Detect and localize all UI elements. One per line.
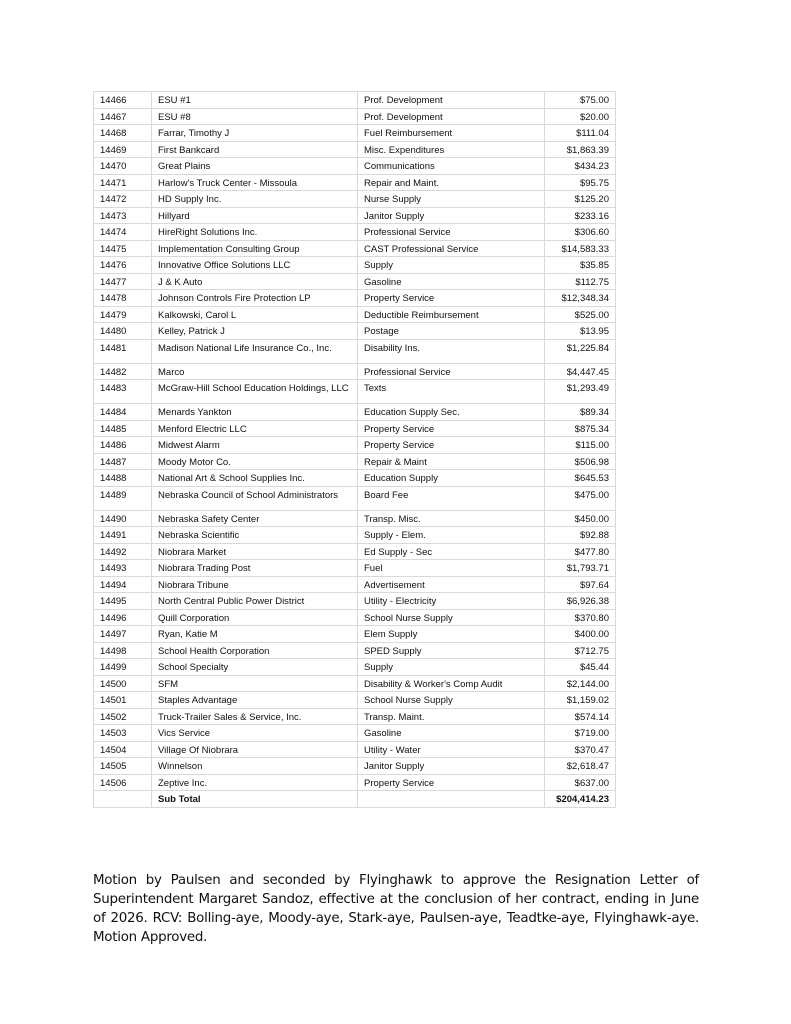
claim-amount: $97.64 [545,576,616,593]
table-row [94,174,616,191]
table-row [94,758,616,775]
claim-number: 14469 [94,141,152,158]
vendor-name: Harlow's Truck Center - Missoula [152,174,358,191]
vendor-name: ESU #1 [152,92,358,109]
claim-number: 14501 [94,692,152,709]
expense-description: School Nurse Supply [358,609,545,626]
vendor-name: Farrar, Timothy J [152,125,358,142]
expense-description: Repair and Maint. [358,174,545,191]
table-row [94,576,616,593]
claim-number: 14482 [94,363,152,380]
expense-description: Janitor Supply [358,758,545,775]
claims-table-body [94,92,616,808]
claim-amount: $306.60 [545,224,616,241]
table-row [94,659,616,676]
claim-number: 14487 [94,453,152,470]
table-row [94,543,616,560]
vendor-name: McGraw-Hill School Education Holdings, LLC [152,380,358,404]
claim-number: 14504 [94,741,152,758]
table-row [94,363,616,380]
claim-amount: $45.44 [545,659,616,676]
claim-number: 14490 [94,510,152,527]
expense-description: Transp. Misc. [358,510,545,527]
expense-description: Property Service [358,290,545,307]
table-row [94,510,616,527]
table-row [94,609,616,626]
expense-description: Education Supply [358,470,545,487]
claim-number: 14479 [94,306,152,323]
expense-description: Misc. Expenditures [358,141,545,158]
subtotal-empty-cell [94,791,152,808]
claim-number: 14475 [94,240,152,257]
table-row [94,593,616,610]
claim-amount: $2,144.00 [545,675,616,692]
vendor-name: Niobrara Tribune [152,576,358,593]
vendor-name: Marco [152,363,358,380]
table-row [94,257,616,274]
claim-number: 14506 [94,774,152,791]
expense-description: Elem Supply [358,626,545,643]
table-row [94,158,616,175]
table-row [94,470,616,487]
claim-number: 14500 [94,675,152,692]
claims-table [93,91,616,808]
vendor-name: Hillyard [152,207,358,224]
expense-description: Property Service [358,774,545,791]
vendor-name: Kelley, Patrick J [152,323,358,340]
claim-number: 14477 [94,273,152,290]
claim-amount: $115.00 [545,437,616,454]
expense-description: SPED Supply [358,642,545,659]
claim-amount: $475.00 [545,486,616,510]
claim-number: 14472 [94,191,152,208]
claim-amount: $1,293.49 [545,380,616,404]
expense-description: Property Service [358,420,545,437]
claim-amount: $35.85 [545,257,616,274]
vendor-name: Kalkowski, Carol L [152,306,358,323]
expense-description: Transp. Maint. [358,708,545,725]
claim-number: 14505 [94,758,152,775]
expense-description: Ed Supply - Sec [358,543,545,560]
claim-amount: $14,583.33 [545,240,616,257]
table-row [94,191,616,208]
claim-amount: $574.14 [545,708,616,725]
claim-amount: $4,447.45 [545,363,616,380]
claim-amount: $89.34 [545,404,616,421]
claim-number: 14467 [94,108,152,125]
vendor-name: School Specialty [152,659,358,676]
vendor-name: North Central Public Power District [152,593,358,610]
expense-description: Gasoline [358,273,545,290]
claim-amount: $1,225.84 [545,339,616,363]
claim-amount: $712.75 [545,642,616,659]
claim-number: 14476 [94,257,152,274]
table-row [94,774,616,791]
claim-amount: $112.75 [545,273,616,290]
vendor-name: Midwest Alarm [152,437,358,454]
table-row [94,108,616,125]
vendor-name: J & K Auto [152,273,358,290]
expense-description: Postage [358,323,545,340]
claim-number: 14484 [94,404,152,421]
table-row [94,306,616,323]
table-row [94,207,616,224]
expense-description: Property Service [358,437,545,454]
claim-amount: $637.00 [545,774,616,791]
claim-number: 14468 [94,125,152,142]
claim-amount: $477.80 [545,543,616,560]
vendor-name: SFM [152,675,358,692]
vendor-name: Quill Corporation [152,609,358,626]
vendor-name: Winnelson [152,758,358,775]
vendor-name: HireRight Solutions Inc. [152,224,358,241]
table-row [94,486,616,510]
vendor-name: School Health Corporation [152,642,358,659]
expense-description: Deductible Reimbursement [358,306,545,323]
table-row [94,92,616,109]
vendor-name: Johnson Controls Fire Protection LP [152,290,358,307]
table-row [94,240,616,257]
vendor-name: ESU #8 [152,108,358,125]
expense-description: Janitor Supply [358,207,545,224]
expense-description: Communications [358,158,545,175]
claim-number: 14502 [94,708,152,725]
vendor-name: Staples Advantage [152,692,358,709]
vendor-name: Great Plains [152,158,358,175]
vendor-name: Nebraska Scientific [152,527,358,544]
claim-number: 14480 [94,323,152,340]
claim-number: 14470 [94,158,152,175]
table-row [94,125,616,142]
claim-amount: $506.98 [545,453,616,470]
claim-number: 14494 [94,576,152,593]
claim-amount: $1,793.71 [545,560,616,577]
subtotal-empty-cell [358,791,545,808]
claim-number: 14478 [94,290,152,307]
expense-description: Gasoline [358,725,545,742]
claim-amount: $875.34 [545,420,616,437]
vendor-name: Moody Motor Co. [152,453,358,470]
vendor-name: Nebraska Safety Center [152,510,358,527]
table-row [94,404,616,421]
subtotal-amount: $204,414.23 [545,791,616,808]
claim-number: 14473 [94,207,152,224]
claim-number: 14497 [94,626,152,643]
claim-amount: $1,863.39 [545,141,616,158]
claim-number: 14492 [94,543,152,560]
vendor-name: Village Of Niobrara [152,741,358,758]
expense-description: Nurse Supply [358,191,545,208]
vendor-name: First Bankcard [152,141,358,158]
vendor-name: Zeptive Inc. [152,774,358,791]
expense-description: Fuel [358,560,545,577]
vendor-name: Niobrara Trading Post [152,560,358,577]
claim-amount: $125.20 [545,191,616,208]
claim-number: 14485 [94,420,152,437]
table-row [94,437,616,454]
vendor-name: HD Supply Inc. [152,191,358,208]
expense-description: Disability & Worker's Comp Audit [358,675,545,692]
claim-number: 14488 [94,470,152,487]
claim-number: 14474 [94,224,152,241]
expense-description: Education Supply Sec. [358,404,545,421]
claim-number: 14481 [94,339,152,363]
claim-amount: $434.23 [545,158,616,175]
vendor-name: Niobrara Market [152,543,358,560]
claim-amount: $20.00 [545,108,616,125]
claim-amount: $13.95 [545,323,616,340]
claim-number: 14491 [94,527,152,544]
expense-description: Utility - Water [358,741,545,758]
expense-description: Supply [358,659,545,676]
claim-amount: $12,348.34 [545,290,616,307]
subtotal-row [94,791,616,808]
vendor-name: Madison National Life Insurance Co., Inc. [152,339,358,363]
claim-number: 14495 [94,593,152,610]
table-row [94,420,616,437]
vendor-name: Vics Service [152,725,358,742]
claim-number: 14493 [94,560,152,577]
table-row [94,339,616,363]
claim-number: 14489 [94,486,152,510]
claim-amount: $719.00 [545,725,616,742]
claim-number: 14498 [94,642,152,659]
table-row [94,675,616,692]
claim-amount: $400.00 [545,626,616,643]
claim-amount: $450.00 [545,510,616,527]
vendor-name: National Art & School Supplies Inc. [152,470,358,487]
claim-amount: $75.00 [545,92,616,109]
expense-description: Utility - Electricity [358,593,545,610]
table-row [94,692,616,709]
table-row [94,141,616,158]
expense-description: School Nurse Supply [358,692,545,709]
table-row [94,453,616,470]
vendor-name: Nebraska Council of School Administrators [152,486,358,510]
claim-number: 14471 [94,174,152,191]
claim-amount: $233.16 [545,207,616,224]
expense-description: CAST Professional Service [358,240,545,257]
expense-description: Professional Service [358,363,545,380]
vendor-name: Ryan, Katie M [152,626,358,643]
claim-number: 14503 [94,725,152,742]
table-row [94,273,616,290]
table-row [94,527,616,544]
table-row [94,708,616,725]
claim-amount: $370.47 [545,741,616,758]
table-row [94,224,616,241]
table-row [94,725,616,742]
claim-amount: $2,618.47 [545,758,616,775]
claim-amount: $6,926.38 [545,593,616,610]
subtotal-label: Sub Total [152,791,358,808]
claim-number: 14466 [94,92,152,109]
expense-description: Supply - Elem. [358,527,545,544]
claim-amount: $95.75 [545,174,616,191]
expense-description: Prof. Development [358,108,545,125]
claim-amount: $370.80 [545,609,616,626]
expense-description: Prof. Development [358,92,545,109]
claim-amount: $1,159.02 [545,692,616,709]
claim-amount: $92.88 [545,527,616,544]
vendor-name: Truck-Trailer Sales & Service, Inc. [152,708,358,725]
table-row [94,626,616,643]
expense-description: Fuel Reimbursement [358,125,545,142]
claim-number: 14486 [94,437,152,454]
claim-amount: $111.04 [545,125,616,142]
claim-number: 14499 [94,659,152,676]
vendor-name: Menards Yankton [152,404,358,421]
table-row [94,380,616,404]
vendor-name: Menford Electric LLC [152,420,358,437]
expense-description: Disability Ins. [358,339,545,363]
expense-description: Professional Service [358,224,545,241]
table-row [94,560,616,577]
claim-amount: $645.53 [545,470,616,487]
claim-number: 14483 [94,380,152,404]
vendor-name: Innovative Office Solutions LLC [152,257,358,274]
table-row [94,741,616,758]
table-row [94,642,616,659]
expense-description: Board Fee [358,486,545,510]
vendor-name: Implementation Consulting Group [152,240,358,257]
expense-description: Repair & Maint [358,453,545,470]
table-row [94,290,616,307]
table-row [94,323,616,340]
expense-description: Texts [358,380,545,404]
expense-description: Advertisement [358,576,545,593]
claim-amount: $525.00 [545,306,616,323]
claim-number: 14496 [94,609,152,626]
motion-paragraph: Motion by Paulsen and seconded by Flyinghawk to approve the Resignation Letter of Superintendent Margaret Sandoz, effective at the conclusion of her contract, ending in June of 2026. RCV: Bolling-aye, Moody-aye, Stark-aye, Paulsen-aye, Teadtke-aye, Flyinghawk-aye. Motion Approved. [93,873,699,946]
expense-description: Supply [358,257,545,274]
